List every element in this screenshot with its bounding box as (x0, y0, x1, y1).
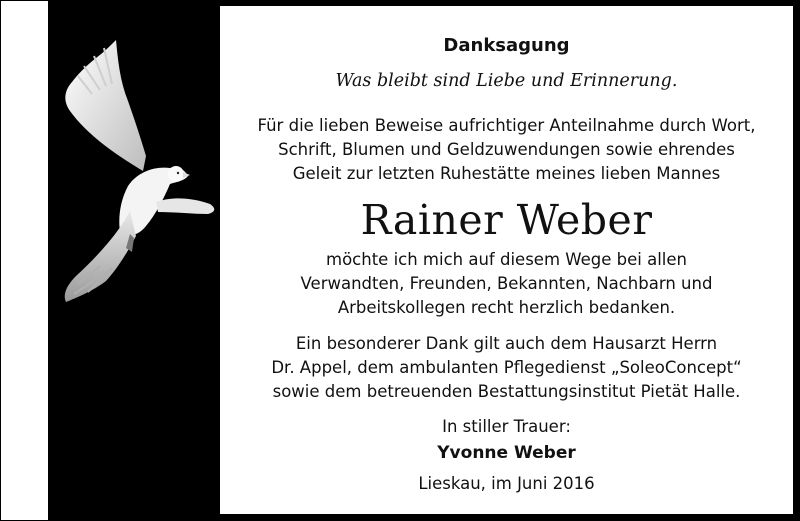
dove-panel (48, 6, 220, 517)
thanks-line: Verwandten, Freunden, Bekannten, Nachbarn und (300, 274, 713, 293)
deceased-name: Rainer Weber (360, 196, 653, 244)
left-margin (1, 1, 48, 520)
intro-line: Für die lieben Beweise aufrichtiger Anteilnahme durch Wort, (257, 116, 756, 135)
white-dove-icon (48, 6, 220, 517)
signer-name: Yvonne Weber (437, 443, 576, 463)
special-line: Dr. Appel, dem ambulanten Pflegedienst „SoleoConcept“ (271, 358, 742, 377)
mourning-label: In stiller Trauer: (442, 417, 571, 436)
special-line: sowie dem betreuenden Bestattungsinstitut Pietät Halle. (272, 382, 741, 401)
intro-line: Geleit zur letzten Ruhestätte meines lieben Mannes (292, 164, 721, 183)
special-line: Ein besonderer Dank gilt auch dem Hausarzt Herrn (295, 334, 718, 353)
text-panel (220, 6, 793, 514)
thanks-line: möchte ich mich auf diesem Wege bei allen (326, 250, 687, 269)
intro-line: Schrift, Blumen und Geldzuwendungen sowie ehrendes (278, 140, 735, 159)
notice-motto: Was bleibt sind Liebe und Erinnerung. (335, 71, 678, 91)
notice-heading: Danksagung (443, 35, 570, 56)
place-date: Lieskau, im Juni 2016 (418, 474, 595, 493)
thanks-paragraph (220, 248, 793, 320)
special-thanks-paragraph (220, 332, 793, 404)
thanks-line: Arbeitskollegen recht herzlich bedanken. (337, 298, 676, 317)
intro-paragraph (220, 114, 793, 186)
